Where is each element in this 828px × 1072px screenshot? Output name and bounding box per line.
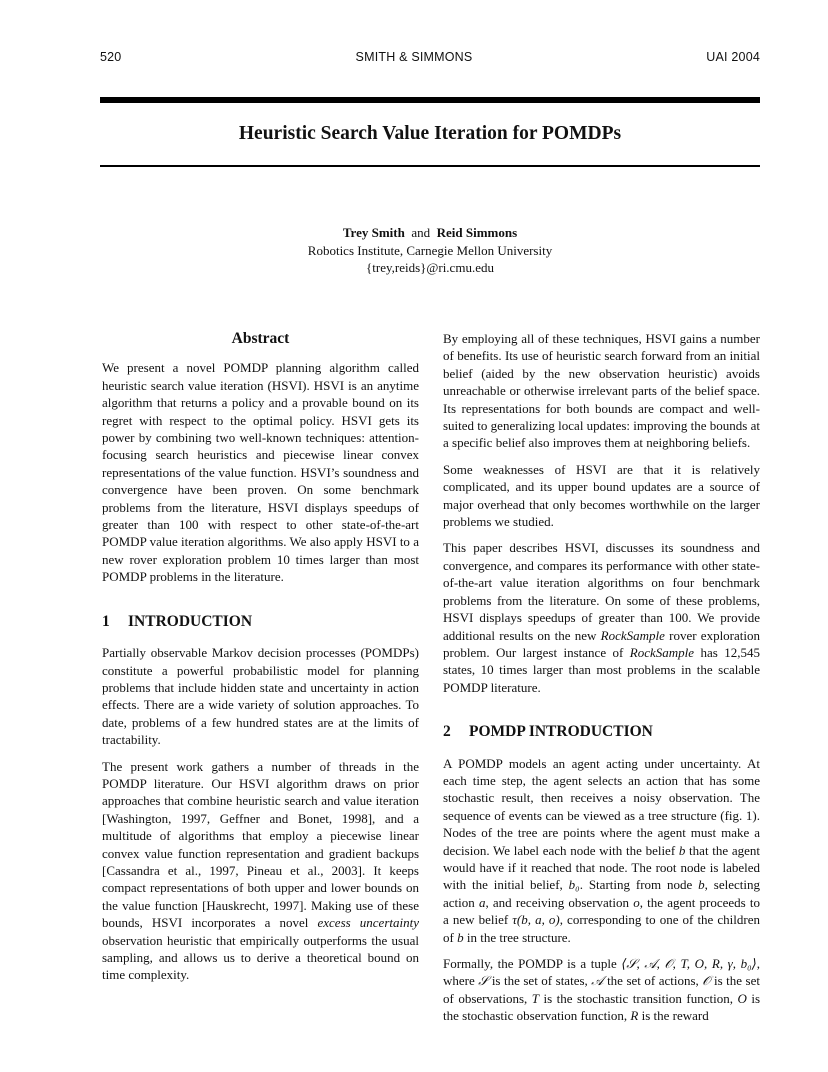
math-O-set: 𝒪: [702, 973, 711, 989]
s2p1-g: , corresponding to one of the children of: [443, 912, 760, 945]
s2p2-h: is the reward: [638, 1008, 709, 1024]
math-O-fn: O: [737, 990, 747, 1006]
s2p1-h: in the tree structure.: [463, 929, 571, 945]
s2p2-e: is the set of observations,: [443, 973, 760, 1006]
math-b: b: [457, 929, 464, 945]
rocksample-term-2: RockSample: [629, 644, 695, 660]
section-2-number: 2: [443, 723, 451, 741]
math-A: 𝒜: [591, 973, 604, 989]
right-p3-text-a: This paper describes HSVI, discusses its soundness and convergence, and compares its performance with other state-of-the-art value iteration algorithms on four benchmark problems from the literature. On some of these problems, HSVI displays speedups of greater than 100. We provide additional results on the new: [443, 540, 760, 643]
right-p3-text-c: has 12,545 states, 10 times larger than most problems in the scalable POMDP literature.: [443, 644, 760, 695]
title-top-rule: [100, 97, 760, 103]
intro-p2-text-b: observation heuristic that empirically outperforms the usual sampling, and allows us to derive a theoretical bound on time complexity.: [102, 932, 419, 983]
math-a: a: [478, 894, 486, 910]
abstract-heading: Abstract: [231, 330, 290, 347]
title-bottom-rule: [100, 165, 760, 167]
author-names: [100, 224, 760, 242]
math-b: b: [678, 842, 686, 858]
intro-paragraph-1: Partially observable Markov decision processes (POMDPs) constitute a powerful probabilistic model for planning problems that include hidden state and uncertainty in action effects. There are a wide variety of solution approaches. To date, problems of a few hundred states are at the limits of tractability.: [102, 645, 419, 748]
rocksample-term-1: RockSample: [600, 627, 665, 643]
s2p2-g: is the stochastic observation function,: [443, 990, 761, 1024]
section-1-heading: [102, 613, 419, 630]
math-tuple: ⟨𝒮, 𝒜, 𝒪, T, O, R, γ, b₀⟩: [621, 956, 757, 971]
math-tau: τ(b, a, o): [512, 912, 560, 928]
page-number: 520: [100, 50, 122, 64]
pomdp-paragraph-1: [443, 755, 760, 946]
math-T: T: [531, 990, 540, 1006]
abstract-text: We present a novel POMDP planning algorithm called heuristic search value iteration (HSVI). HSVI is an anytime algorithm that returns a policy and a provable bound on its regret with respect to the optimal policy. HSVI gets its power by combining two well-known techniques: attention-focusing search heuristics and piecewise linear convex representations of the value function. HSVI’s soundness and convergence have been proven. On some benchmark problems from the literature, HSVI displays speedups of greater than 100 with respect to other state-of-the-art POMDP value iteration algorithms. We also apply HSVI to a new rover exploration problem 10 times larger than most POMDP problems in the literature.: [102, 360, 419, 585]
venue-label: UAI 2004: [706, 50, 760, 64]
section-2-title: POMDP INTRODUCTION: [469, 723, 653, 741]
author-1: Trey Smith: [342, 225, 405, 240]
s2p1-d: , selecting action: [443, 877, 760, 910]
pomdp-paragraph-2: [443, 955, 760, 1025]
s2p1-f: , the agent proceeds to a new belief: [443, 894, 761, 928]
math-b: b: [698, 877, 705, 893]
section-1-title: INTRODUCTION: [128, 612, 253, 630]
s2p2-c: is the set of states,: [488, 973, 592, 989]
s2p2-a: Formally, the POMDP is a tuple: [443, 956, 622, 971]
s2p1-c: . Starting from node: [579, 877, 699, 893]
s2p2-f: is the stochastic transition function,: [539, 990, 738, 1006]
section-2-heading: [443, 723, 760, 740]
author-block: [100, 224, 760, 277]
right-paragraph-1: By employing all of these techniques, HSVI gains a number of benefits. Its use of heuristic search forward from an initial belief (aided by the new observation heuristic) avoids unreachable or otherwise irrelevant parts of the belief space. Its representations for both bounds are compact and well-suited to generalizing local updates: improving the bounds at a specific belief also improves them at neighboring beliefs.: [443, 331, 760, 451]
left-column: [102, 330, 419, 993]
s2p1-a: A POMDP models an agent acting under uncertainty. At each time step, the agent selects an action that has some stochastic result, then receives a noisy observation. The sequence of events can be viewed as a tree structure (fig. 1). Nodes of the tree are points where the agent must make a decision. We label each node with the belief: [443, 755, 760, 858]
section-1-number: 1: [102, 612, 110, 630]
paper-title: Heuristic Search Value Iteration for POMDPs: [238, 123, 622, 144]
right-paragraph-2: Some weaknesses of HSVI are that it is relatively complicated, and its upper bound updates are a source of major overhead that only becomes worthwhile on the larger problems we studied.: [443, 461, 760, 530]
right-paragraph-3: [443, 539, 760, 696]
s2p2-d: the set of actions,: [603, 973, 703, 989]
math-o: o: [633, 894, 640, 910]
running-title: SMITH & SIMMONS: [355, 50, 473, 64]
math-S: 𝒮: [478, 973, 489, 989]
author-conjunction: and: [411, 225, 431, 240]
intro-p2-emphasis: excess uncertainty: [317, 915, 419, 931]
intro-p2-text-a: The present work gathers a number of threads in the POMDP literature. Our HSVI algorithm draws on prior approaches that combine heuristic search and value iteration [Washington, 1997, Geffner and Bonet, 1998], and a multitude of algorithms that employ a piecewise linear convex value function representation and gradient backups [Cassandra et al., 1997, Pineau et al., 2003]. It keeps compact representations of both upper and lower bounds on the value function [Hauskrecht, 1997]. Making use of these bounds, HSVI incorporates a novel: [102, 758, 419, 931]
intro-paragraph-2: [102, 758, 419, 984]
s2p2-b: , where: [443, 956, 760, 989]
author-email: {trey,reids}@ri.cmu.edu: [366, 260, 494, 275]
right-p3-text-b: rover exploration problem. Our largest instance of: [443, 627, 761, 660]
affiliation: Robotics Institute, Carnegie Mellon University: [307, 242, 553, 258]
right-column: [443, 330, 760, 1034]
math-b0: b₀: [568, 877, 580, 893]
s2p1-e: , and receiving observation: [485, 894, 634, 910]
author-2: Reid Simmons: [436, 225, 518, 240]
math-R: R: [630, 1008, 639, 1024]
s2p1-b: that the agent would have if it reached that node. The root node is labeled with the initial belief,: [443, 842, 760, 893]
